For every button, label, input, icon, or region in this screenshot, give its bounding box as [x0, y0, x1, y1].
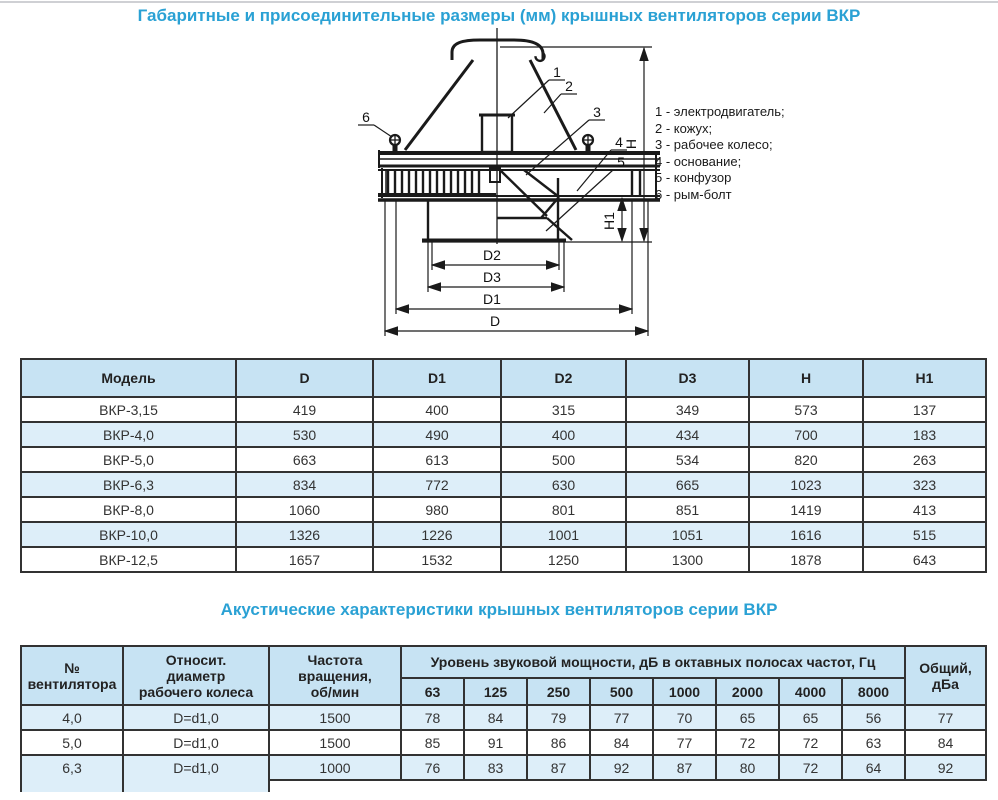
- table-cell: 534: [626, 447, 749, 472]
- table-cell: 1250: [501, 547, 626, 572]
- table-cell: D=d1,0: [123, 730, 269, 755]
- callout-1: 1: [553, 64, 561, 80]
- table-cell: 72: [716, 730, 779, 755]
- callout-2: 2: [565, 78, 573, 94]
- col-header-125: 125: [464, 678, 527, 705]
- table-cell: ВКР-5,0: [21, 447, 236, 472]
- table-cell: 87: [527, 755, 590, 780]
- table-cell: D=d1,0: [123, 755, 269, 780]
- legend-item: 1 - электродвигатель;: [655, 104, 785, 119]
- legend-item: 5 - конфузор: [655, 170, 732, 185]
- table-cell: 1001: [501, 522, 626, 547]
- table-cell: 820: [749, 447, 863, 472]
- table-cell: 84: [905, 730, 986, 755]
- table-cell: ВКР-10,0: [21, 522, 236, 547]
- table-cell: 434: [626, 422, 749, 447]
- callout-6: 6: [362, 109, 370, 125]
- table-row: [21, 755, 986, 780]
- col-header-d: D: [236, 359, 373, 397]
- table-cell: 1500: [269, 705, 401, 730]
- col-header-d3: D3: [626, 359, 749, 397]
- table-cell: 77: [653, 730, 716, 755]
- table-row: [21, 780, 986, 792]
- table-cell: [123, 780, 269, 792]
- table-cell: 515: [863, 522, 986, 547]
- table-row: [21, 447, 986, 472]
- impeller: [490, 168, 559, 218]
- legend-item: 3 - рабочее колесо;: [655, 137, 773, 152]
- table-cell: ВКР-4,0: [21, 422, 236, 447]
- table-cell: ВКР-12,5: [21, 547, 236, 572]
- table-row: [21, 397, 986, 422]
- louver-band: [378, 168, 660, 198]
- callout-4: 4: [615, 134, 623, 150]
- table-cell: 851: [626, 497, 749, 522]
- table-cell: 1616: [749, 522, 863, 547]
- dimension-lines: [385, 47, 652, 336]
- table-cell: 1051: [626, 522, 749, 547]
- table-cell: 323: [863, 472, 986, 497]
- table-cell: 83: [464, 755, 527, 780]
- table-row: [21, 497, 986, 522]
- table-cell: 77: [590, 705, 653, 730]
- col-header-d2: D2: [501, 359, 626, 397]
- table-cell: 4,0: [21, 705, 123, 730]
- table-cell: 137: [863, 397, 986, 422]
- col-header-fan-no: № вентилятора: [21, 646, 123, 705]
- eyebolt-right: [583, 135, 593, 151]
- diagram-legend: [655, 104, 785, 203]
- table-cell: [21, 780, 123, 792]
- dimensions-title: Габаритные и присоединительные размеры (мм) крышных вентиляторов серии ВКР: [137, 6, 861, 25]
- table-row: [21, 730, 986, 755]
- fan-cone-cowl: [405, 60, 576, 150]
- dim-d-label: D: [489, 313, 501, 329]
- table-cell: 349: [626, 397, 749, 422]
- table-cell: 663: [236, 447, 373, 472]
- col-header-spl-group: Уровень звуковой мощности, дБ в октавных полосах частот, Гц: [401, 646, 905, 678]
- table-cell: 1226: [373, 522, 501, 547]
- dimensions-table-header: [21, 359, 986, 397]
- table-cell: 665: [626, 472, 749, 497]
- table-cell: 64: [842, 755, 905, 780]
- table-cell: 400: [501, 422, 626, 447]
- table-cell: 92: [590, 755, 653, 780]
- dim-h1-label: H1: [601, 212, 617, 230]
- fan-diagram: [340, 20, 810, 355]
- table-cell: 643: [863, 547, 986, 572]
- table-cell: 630: [501, 472, 626, 497]
- table-cell: 65: [779, 705, 842, 730]
- eyebolt-left: [390, 135, 400, 151]
- dimensions-table-body: [21, 397, 986, 572]
- table-cell: ВКР-8,0: [21, 497, 236, 522]
- table-cell: 1419: [749, 497, 863, 522]
- table-cell: 91: [464, 730, 527, 755]
- table-cell: 490: [373, 422, 501, 447]
- table-cell: 834: [236, 472, 373, 497]
- col-header-model: Модель: [21, 359, 236, 397]
- dim-d2-label: D2: [483, 247, 501, 263]
- col-header-rel-diameter: Относит. диаметр рабочего колеса: [123, 646, 269, 705]
- table-cell: 80: [716, 755, 779, 780]
- table-cell: 315: [501, 397, 626, 422]
- col-header-total: Общий, дБа: [905, 646, 986, 705]
- table-row: [21, 705, 986, 730]
- table-cell: 84: [590, 730, 653, 755]
- table-cell: ВКР-3,15: [21, 397, 236, 422]
- dim-h-label: H: [623, 138, 639, 150]
- callout-5: 5: [617, 154, 625, 170]
- table-cell: 1326: [236, 522, 373, 547]
- dim-d3-label: D3: [483, 269, 501, 285]
- table-cell: 263: [863, 447, 986, 472]
- legend-item: 4 - основание;: [655, 153, 742, 169]
- table-cell: 72: [779, 755, 842, 780]
- col-header-h1: H1: [863, 359, 986, 397]
- table-cell: 87: [653, 755, 716, 780]
- table-cell: 573: [749, 397, 863, 422]
- table-cell: D=d1,0: [123, 705, 269, 730]
- table-cell: 6,3: [21, 755, 123, 780]
- table-cell: 1657: [236, 547, 373, 572]
- table-cell: 183: [863, 422, 986, 447]
- col-header-d1: D1: [373, 359, 501, 397]
- table-cell: 63: [842, 730, 905, 755]
- table-cell: 1532: [373, 547, 501, 572]
- table-cell: 419: [236, 397, 373, 422]
- table-cell: 980: [373, 497, 501, 522]
- col-header-2000: 2000: [716, 678, 779, 705]
- table-cell: 400: [373, 397, 501, 422]
- table-cell: 5,0: [21, 730, 123, 755]
- table-cell: 1500: [269, 730, 401, 755]
- table-cell: 79: [527, 705, 590, 730]
- callout-3: 3: [593, 104, 601, 120]
- table-cell: 84: [464, 705, 527, 730]
- col-header-250: 250: [527, 678, 590, 705]
- acoustic-title: Акустические характеристики крышных вентиляторов серии ВКР: [220, 600, 778, 619]
- table-row: [21, 522, 986, 547]
- fan-drawing: [340, 20, 660, 355]
- table-cell: 772: [373, 472, 501, 497]
- col-header-500: 500: [590, 678, 653, 705]
- dim-d1-label: D1: [483, 291, 501, 307]
- table-row: [21, 422, 986, 447]
- col-header-1000: 1000: [653, 678, 716, 705]
- table-cell: 1878: [749, 547, 863, 572]
- table-cell: 801: [501, 497, 626, 522]
- table-cell: 78: [401, 705, 464, 730]
- col-header-63: 63: [401, 678, 464, 705]
- acoustic-table-body: [21, 705, 986, 780]
- acoustic-table-header: [21, 646, 986, 705]
- table-cell: 1023: [749, 472, 863, 497]
- table-cell: 613: [373, 447, 501, 472]
- table-row: [21, 547, 986, 572]
- table-cell: 1000: [269, 755, 401, 780]
- acoustic-table: [20, 645, 987, 792]
- table-cell: 500: [501, 447, 626, 472]
- table-cell: 77: [905, 705, 986, 730]
- table-cell: 72: [779, 730, 842, 755]
- col-header-h: H: [749, 359, 863, 397]
- col-header-rpm: Частота вращения, об/мин: [269, 646, 401, 705]
- clipped-row-stub: [21, 780, 986, 792]
- table-cell: 413: [863, 497, 986, 522]
- table-cell: 76: [401, 755, 464, 780]
- table-cell: 1060: [236, 497, 373, 522]
- table-cell: [269, 780, 986, 792]
- table-row: [21, 472, 986, 497]
- table-cell: 92: [905, 755, 986, 780]
- table-cell: 1300: [626, 547, 749, 572]
- legend-item: 6 - рым-болт: [655, 186, 732, 202]
- table-cell: 70: [653, 705, 716, 730]
- table-cell: 530: [236, 422, 373, 447]
- dimensions-table: [20, 358, 987, 573]
- table-cell: 65: [716, 705, 779, 730]
- table-cell: 56: [842, 705, 905, 730]
- col-header-8000: 8000: [842, 678, 905, 705]
- table-cell: 86: [527, 730, 590, 755]
- table-cell: 85: [401, 730, 464, 755]
- fan-cap: [452, 40, 544, 61]
- table-cell: ВКР-6,3: [21, 472, 236, 497]
- table-cell: 700: [749, 422, 863, 447]
- legend-item: 2 - кожух;: [655, 120, 713, 136]
- col-header-4000: 4000: [779, 678, 842, 705]
- top-divider: [0, 1, 998, 3]
